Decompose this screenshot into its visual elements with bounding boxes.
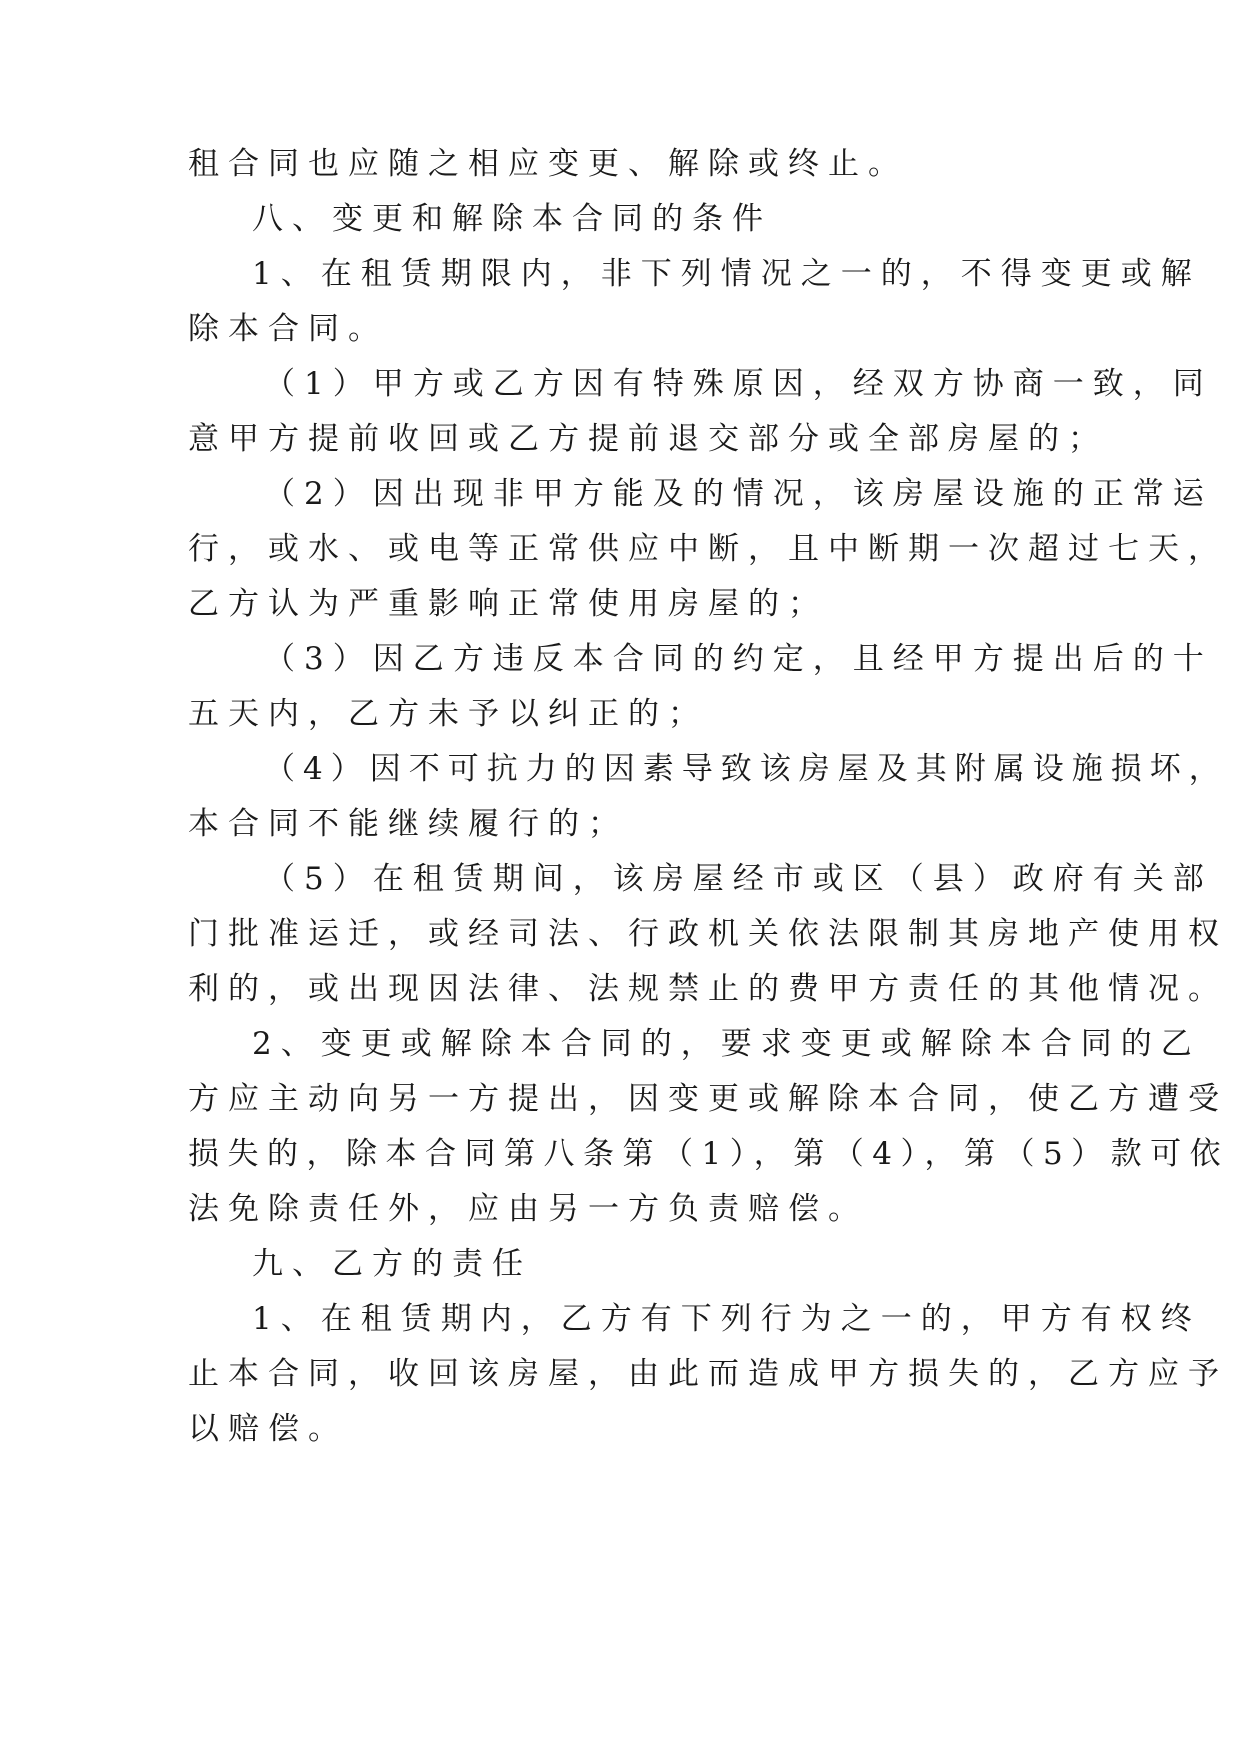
text-line: 方应主动向另一方提出，因变更或解除本合同，使乙方遭受 <box>188 1081 1228 1117</box>
text-line: （1）甲方或乙方因有特殊原因，经双方协商一致，同 <box>264 366 1213 402</box>
text-line: 乙方认为严重影响正常使用房屋的； <box>188 586 828 622</box>
text-line: 止本合同，收回该房屋，由此而造成甲方损失的，乙方应予 <box>188 1356 1228 1392</box>
text-line: 法免除责任外，应由另一方负责赔偿。 <box>188 1191 868 1227</box>
text-line: 意甲方提前收回或乙方提前退交部分或全部房屋的； <box>188 421 1108 457</box>
text-line: 以赔偿。 <box>188 1411 348 1447</box>
section-heading-8: 八、变更和解除本合同的条件 <box>252 201 772 237</box>
section-heading-9: 九、乙方的责任 <box>252 1246 532 1282</box>
text-line: 租合同也应随之相应变更、解除或终止。 <box>188 146 908 182</box>
text-line: 本合同不能继续履行的； <box>188 806 628 842</box>
text-line: 行，或水、或电等正常供应中断，且中断期一次超过七天， <box>188 531 1228 567</box>
text-line: 除本合同。 <box>188 311 388 347</box>
text-line: （4）因不可抗力的因素导致该房屋及其附属设施损坏， <box>264 751 1228 787</box>
text-line: 利的，或出现因法律、法规禁止的费甲方责任的其他情况。 <box>188 971 1228 1007</box>
text-line: （5）在租赁期间，该房屋经市或区（县）政府有关部 <box>264 861 1213 897</box>
text-line: 五天内，乙方未予以纠正的； <box>188 696 708 732</box>
text-line: （2）因出现非甲方能及的情况，该房屋设施的正常运 <box>264 476 1213 512</box>
text-line: 1、在租赁期内，乙方有下列行为之一的，甲方有权终 <box>252 1301 1201 1337</box>
text-line: 损失的，除本合同第八条第（1），第（4），第（5）款可依 <box>188 1136 1230 1172</box>
text-line: （3）因乙方违反本合同的约定，且经甲方提出后的十 <box>264 641 1213 677</box>
text-line: 1、在租赁期限内，非下列情况之一的，不得变更或解 <box>252 256 1201 292</box>
text-line: 2、变更或解除本合同的，要求变更或解除本合同的乙 <box>252 1026 1201 1062</box>
text-line: 门批准运迁，或经司法、行政机关依法限制其房地产使用权 <box>188 916 1228 952</box>
